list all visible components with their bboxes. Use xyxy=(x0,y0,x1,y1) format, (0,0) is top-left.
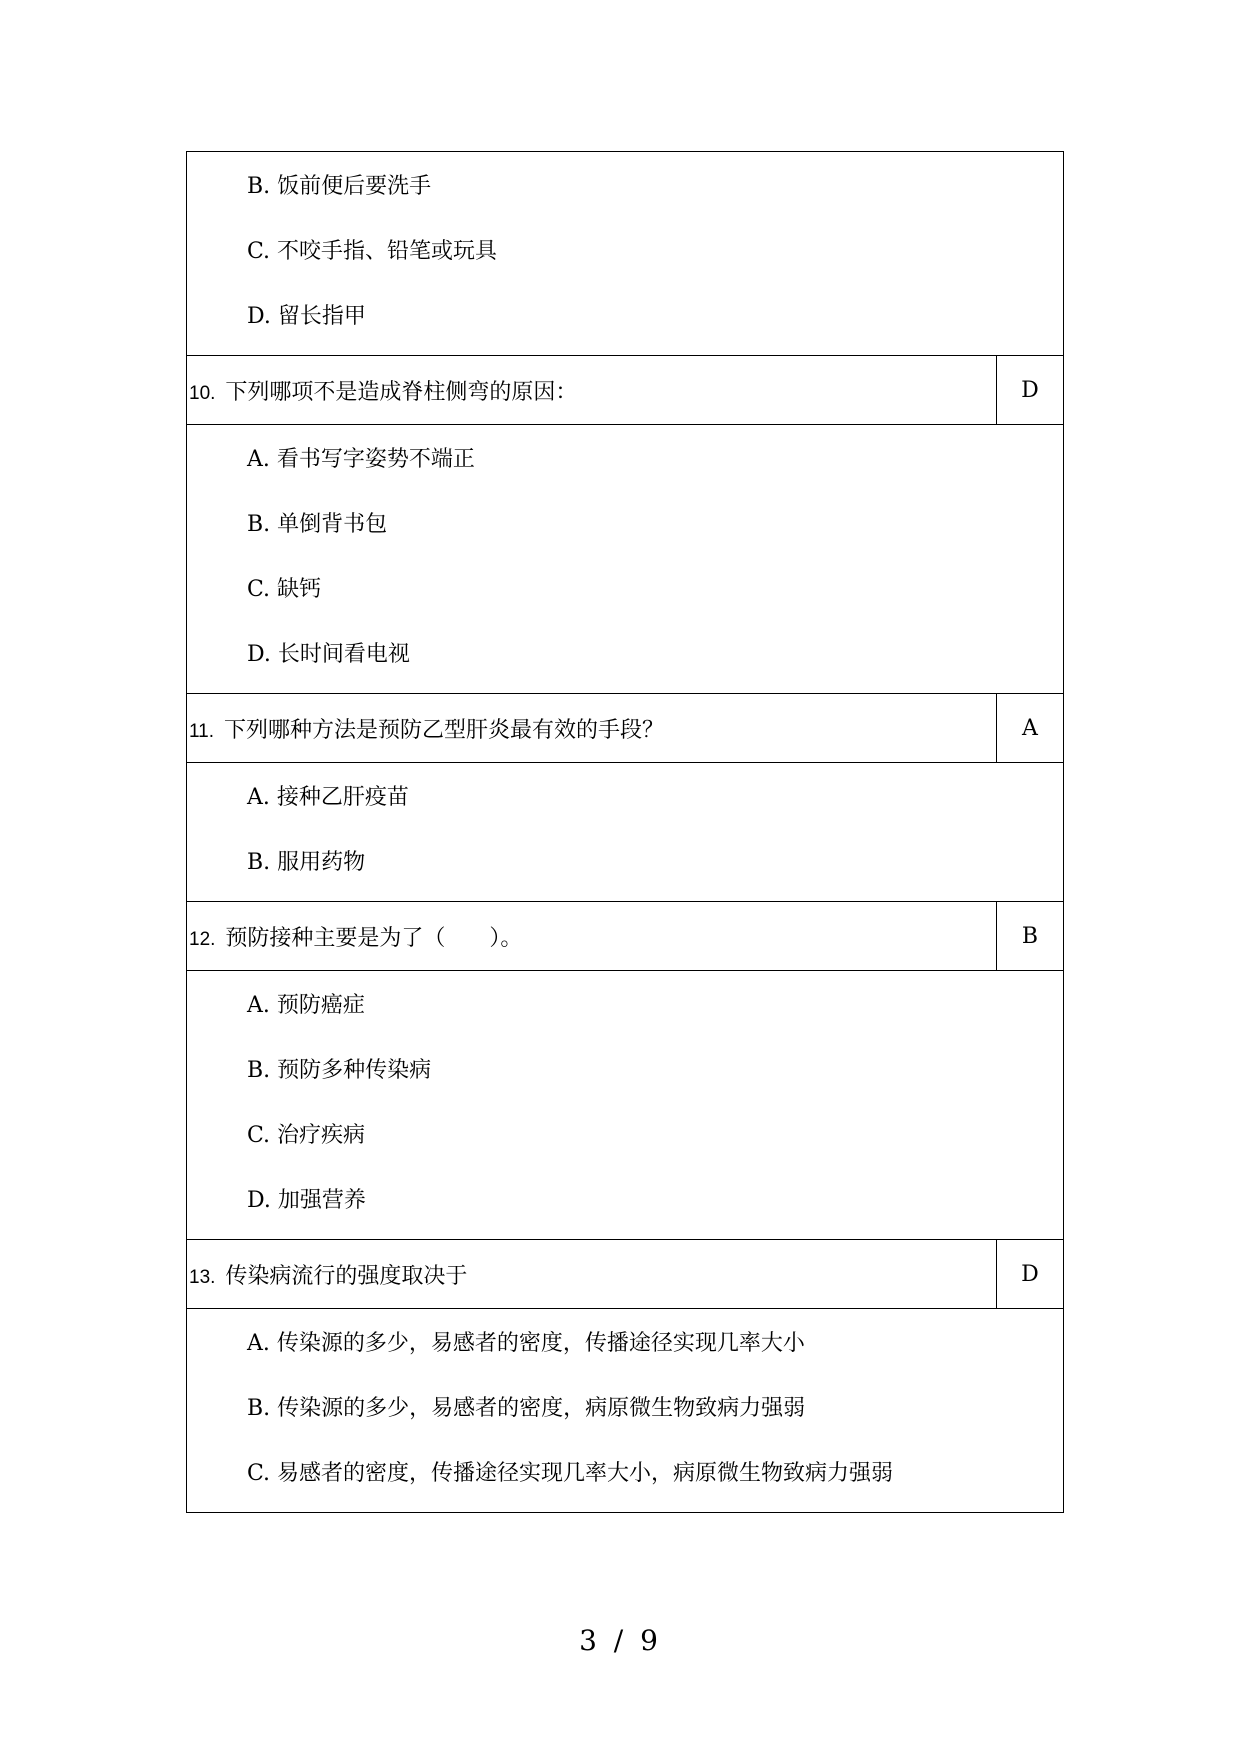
question-text: 预防接种主要是为了（ ）。 xyxy=(225,925,523,951)
question-stem xyxy=(187,713,996,744)
answer-cell: A xyxy=(996,694,1063,762)
options-block-13 xyxy=(187,1308,1063,1512)
question-stem xyxy=(187,921,996,952)
option-12-a: A. 预防癌症 xyxy=(247,993,365,1018)
question-table xyxy=(186,151,1064,1513)
answer-cell: D xyxy=(996,356,1063,424)
option-13-b: B. 传染源的多少，易感者的密度，病原微生物致病力强弱 xyxy=(247,1396,806,1421)
options-block-12 xyxy=(187,970,1063,1239)
option-9-c: C. 不咬手指、铅笔或玩具 xyxy=(247,239,498,264)
option-12-c: C. 治疗疾病 xyxy=(247,1123,366,1148)
option-10-d: D. 长时间看电视 xyxy=(247,642,410,667)
option-10-b: B. 单倒背书包 xyxy=(247,512,388,537)
question-number: 11. xyxy=(189,720,215,742)
option-10-c: C. 缺钙 xyxy=(247,577,322,602)
question-text: 下列哪种方法是预防乙型肝炎最有效的手段？ xyxy=(224,717,665,743)
question-row-13 xyxy=(187,1239,1063,1308)
option-9-b: B. 饭前便后要洗手 xyxy=(247,174,432,199)
option-11-a: A. 接种乙肝疫苗 xyxy=(247,785,409,810)
option-9-d: D. 留长指甲 xyxy=(247,304,366,329)
options-block-11 xyxy=(187,762,1063,901)
question-row-12 xyxy=(187,901,1063,970)
option-10-a: A. 看书写字姿势不端正 xyxy=(247,447,475,472)
question-number: 10. xyxy=(189,382,216,404)
options-block-9 xyxy=(187,152,1063,355)
question-number: 12. xyxy=(189,928,216,950)
options-block-10 xyxy=(187,424,1063,693)
answer-cell: D xyxy=(996,1240,1063,1308)
option-11-b: B. 服用药物 xyxy=(247,850,366,875)
question-row-10 xyxy=(187,355,1063,424)
page-number: 3 / 9 xyxy=(579,1624,662,1657)
question-row-11 xyxy=(187,693,1063,762)
question-text: 传染病流行的强度取决于 xyxy=(225,1263,468,1289)
question-number: 13. xyxy=(189,1266,216,1288)
option-12-d: D. 加强营养 xyxy=(247,1188,366,1213)
option-12-b: B. 预防多种传染病 xyxy=(247,1058,432,1083)
question-stem xyxy=(187,375,996,406)
question-text: 下列哪项不是造成脊柱侧弯的原因： xyxy=(225,379,578,405)
question-stem xyxy=(187,1259,996,1290)
option-13-c: C. 易感者的密度，传播途径实现几率大小，病原微生物致病力强弱 xyxy=(247,1461,894,1486)
answer-cell: B xyxy=(996,902,1063,970)
option-13-a: A. 传染源的多少，易感者的密度，传播途径实现几率大小 xyxy=(247,1331,805,1356)
